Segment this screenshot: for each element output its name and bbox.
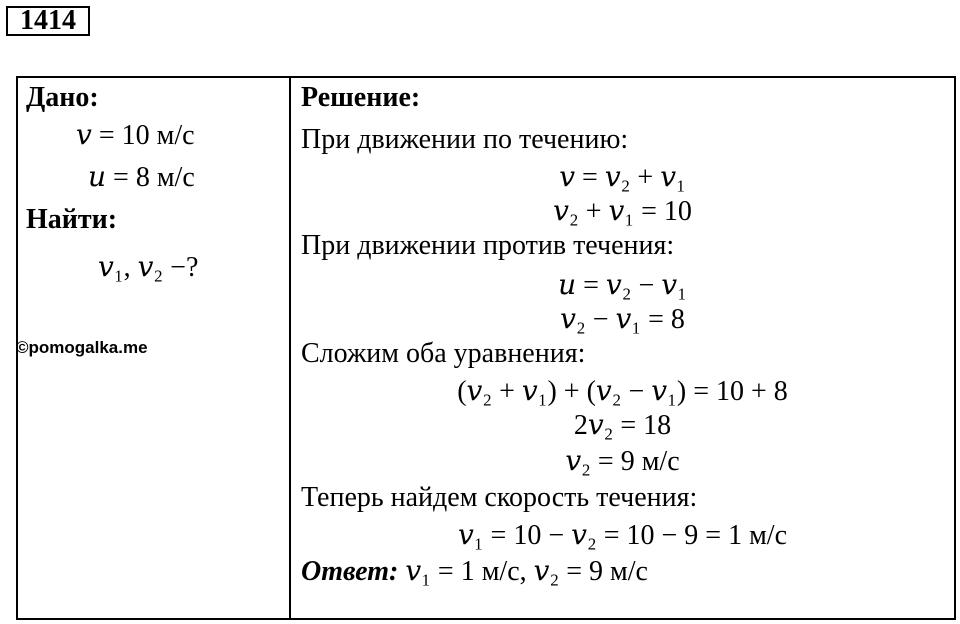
find-value: 𝑣₁, 𝑣₂ −? bbox=[98, 252, 199, 283]
solution-line: При движении по течению: bbox=[301, 124, 629, 155]
solution-table bbox=[16, 76, 956, 620]
given-heading: Дано: bbox=[26, 82, 99, 113]
equation-line: 𝑢 = 𝑣₂ − 𝑣₁ bbox=[558, 270, 687, 301]
solution-line: Сложим оба уравнения: bbox=[301, 338, 586, 369]
equation-line: (𝑣₂ + 𝑣₁) + (𝑣₂ − 𝑣₁) = 10 + 8 bbox=[457, 376, 788, 407]
solution-line: При движении против течения: bbox=[301, 230, 675, 261]
answer-text: 𝑣₁ = 1 м/с, 𝑣₂ = 9 м/с bbox=[405, 556, 648, 587]
solution-heading: Решение: bbox=[301, 82, 421, 113]
equation-line: 𝑣₂ = 9 м/с bbox=[565, 446, 680, 477]
answer-label: Ответ: bbox=[301, 556, 399, 587]
solution-line: Теперь найдем скорость течения: bbox=[301, 482, 698, 513]
equation-line: 𝑣₁ = 10 − 𝑣₂ = 10 − 9 = 1 м/с bbox=[457, 520, 788, 551]
given-column bbox=[18, 78, 289, 618]
given-current: 𝑢 = 8 м/с bbox=[88, 162, 195, 193]
equation-line: 𝑣₂ − 𝑣₁ = 8 bbox=[560, 304, 685, 335]
problem-number: 1414 bbox=[6, 6, 90, 36]
solution-column bbox=[291, 78, 954, 618]
answer-line bbox=[301, 554, 648, 590]
given-velocity: 𝑣 = 10 м/с bbox=[76, 120, 195, 151]
find-heading: Найти: bbox=[26, 204, 118, 235]
equation-line: 2𝑣₂ = 18 bbox=[573, 410, 672, 441]
equation-line: 𝑣 = 𝑣₂ + 𝑣₁ bbox=[559, 162, 686, 193]
equation-line: 𝑣₂ + 𝑣₁ = 10 bbox=[553, 196, 692, 227]
watermark: ©pomogalka.me bbox=[16, 338, 148, 357]
